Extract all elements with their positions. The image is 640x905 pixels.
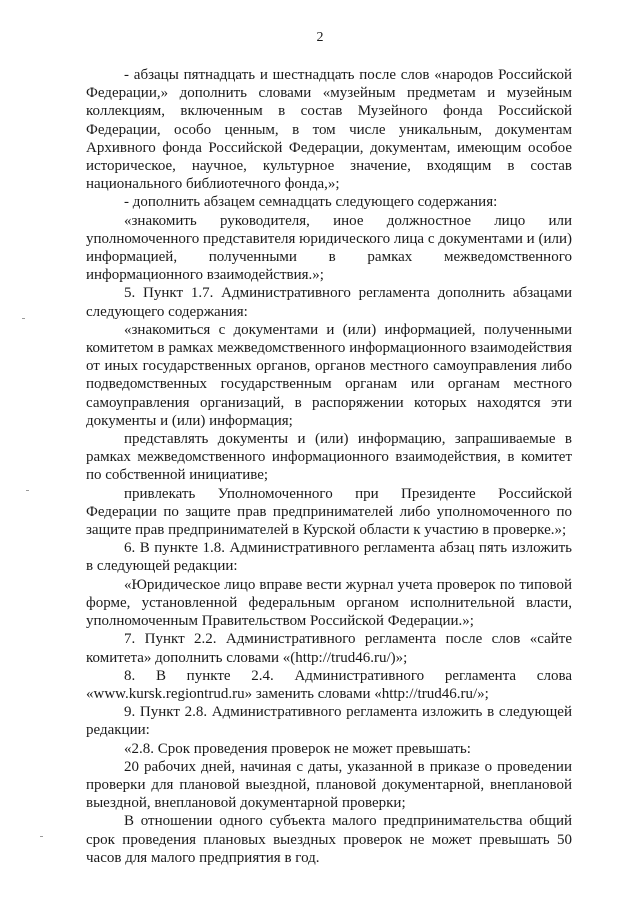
paragraph: 9. Пункт 2.8. Административного регламента изложить в следующей редакции: xyxy=(86,704,572,739)
page-number: 2 xyxy=(316,30,324,45)
paragraph: привлекать Уполномоченного при Президенте Российской Федерации по защите прав предпринимателей либо уполномоченного по защите прав предпринимателей в Курской области к участию в проверке.»; xyxy=(86,485,572,539)
paragraph: 8. В пункте 2.4. Административного регламента слова «www.kursk.regiontrud.ru» заменить словами «http://trud46.ru/»; xyxy=(86,667,572,702)
paragraph: - абзацы пятнадцать и шестнадцать после слов «народов Российской Федерации,» дополнить словами «музейным предметам и музейным коллекциям, включенным в состав Музейного фонда Российской Федерации, особо ценным, в том числе уникальным, документам Архивного фонда Российской Федерации, документам, имеющим особое историческое, научное, культурное значение, входящим в состав национального библиотечного фонда,»; xyxy=(86,67,572,193)
paragraph: 7. Пункт 2.2. Административного регламента после слов «сайте комитета» дополнить словами «(http://trud46.ru/)»; xyxy=(86,631,572,666)
paragraph: - дополнить абзацем семнадцать следующего содержания: xyxy=(124,194,498,211)
paragraph: «знакомить руководителя, иное должностное лицо или уполномоченного представителя юридического лица с документами и (или) информацией, полученными в рамках межведомственного информационного взаимодействия.»; xyxy=(86,212,572,284)
paragraph: «знакомиться с документами и (или) информацией, полученными комитетом в рамках межведомственного информационного взаимодействия от иных государственных органов, органов местного самоуправления либо подведомственных государственным органам или органам местного самоуправления организаций, в распоряжении которых находятся эти документы и (или) информация; xyxy=(86,321,572,429)
scan-speck xyxy=(26,490,29,491)
paragraph: 20 рабочих дней, начиная с даты, указанной в приказе о проведении проверки для плановой выездной, плановой документарной, внеплановой выездной, внеплановой документарной проверки; xyxy=(86,758,572,812)
paragraph: «2.8. Срок проведения проверок не может превышать: xyxy=(124,740,471,757)
document-body xyxy=(86,66,572,867)
paragraph: представлять документы и (или) информацию, запрашиваемые в рамках межведомственного информационного взаимодействия, в комитет по собственной инициативе; xyxy=(86,431,572,484)
paragraph: «Юридическое лицо вправе вести журнал учета проверок по типовой форме, установленной федеральным органом исполнительной власти, уполномоченным Правительством Российской Федерации.»; xyxy=(86,576,572,630)
scan-speck xyxy=(40,836,43,837)
paragraph: 5. Пункт 1.7. Административного регламента дополнить абзацами следующего содержания: xyxy=(86,285,572,320)
scan-speck xyxy=(22,318,25,319)
paragraph: 6. В пункте 1.8. Административного регламента абзац пять изложить в следующей редакции: xyxy=(86,540,572,575)
paragraph: В отношении одного субъекта малого предпринимательства общий срок проведения плановых выездных проверок не может превышать 50 часов для малого предприятия в год. xyxy=(86,813,572,866)
